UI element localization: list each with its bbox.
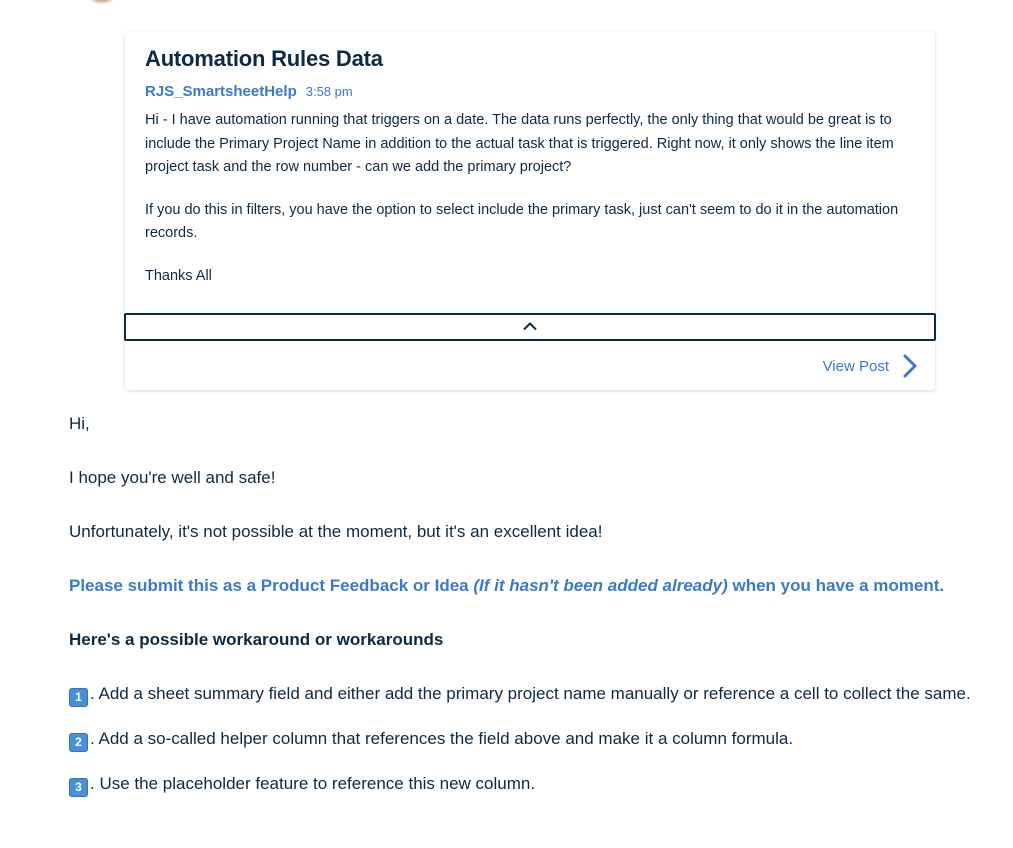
quote-timestamp: 3:58 pm: [305, 84, 353, 99]
quote-body: [145, 109, 915, 307]
step-text: . Use the placeholder feature to reference this new column.: [90, 774, 536, 793]
unfortunately-text: Unfortunately, it's not possible at the moment, but it's an excellent idea!: [69, 522, 603, 541]
hope-text: I hope you're well and safe!: [69, 468, 276, 487]
step-text: . Add a sheet summary field and either add the primary project name manually or reference a cell to collect the same.: [90, 684, 971, 703]
chevron-up-icon: [523, 321, 537, 331]
feedback-italic-note: (If it hasn't been added already): [473, 576, 728, 595]
product-feedback-link[interactable]: Please submit this as a Product Feedback or Idea: [69, 576, 469, 595]
feedback-paragraph: [69, 572, 999, 599]
avatar[interactable]: [84, 0, 120, 4]
quote-title: Automation Rules Data: [145, 46, 383, 71]
keycap-number-icon: 3: [69, 778, 88, 797]
step-text: . Add a so-called helper column that references the field above and make it a column formula.: [90, 729, 794, 748]
collapse-quote-button[interactable]: [124, 313, 936, 341]
workaround-steps: [69, 680, 999, 797]
reply-body: [69, 410, 999, 815]
quote-author-link[interactable]: RJS_SmartsheetHelp: [145, 83, 297, 100]
quote-paragraph: If you do this in filters, you have the option to select include the primary task, just can't seem to do it in the automation records.: [145, 201, 899, 241]
quote-meta: [145, 83, 353, 100]
view-post-label: View Post: [822, 357, 889, 375]
list-item: [69, 680, 999, 707]
list-item: [69, 725, 999, 752]
workaround-heading: Here's a possible workaround or workarounds: [69, 630, 444, 649]
chevron-right-icon: [903, 354, 917, 378]
list-item: [69, 770, 999, 797]
greeting-text: Hi,: [69, 414, 90, 433]
keycap-number-icon: 2: [69, 733, 88, 752]
view-post-link[interactable]: [823, 354, 917, 378]
feedback-end-text: when you have a moment.: [732, 576, 945, 595]
quote-paragraph: Hi - I have automation running that triggers on a date. The data runs perfectly, the only thing that would be great is to include the Primary Project Name in addition to the actual task that is triggered. Right now, it only shows the line item project task and the row number - can we add the primary project?: [145, 112, 894, 175]
quote-paragraph: Thanks All: [145, 267, 212, 284]
quoted-post-card: [125, 32, 935, 390]
keycap-number-icon: 1: [69, 688, 88, 707]
